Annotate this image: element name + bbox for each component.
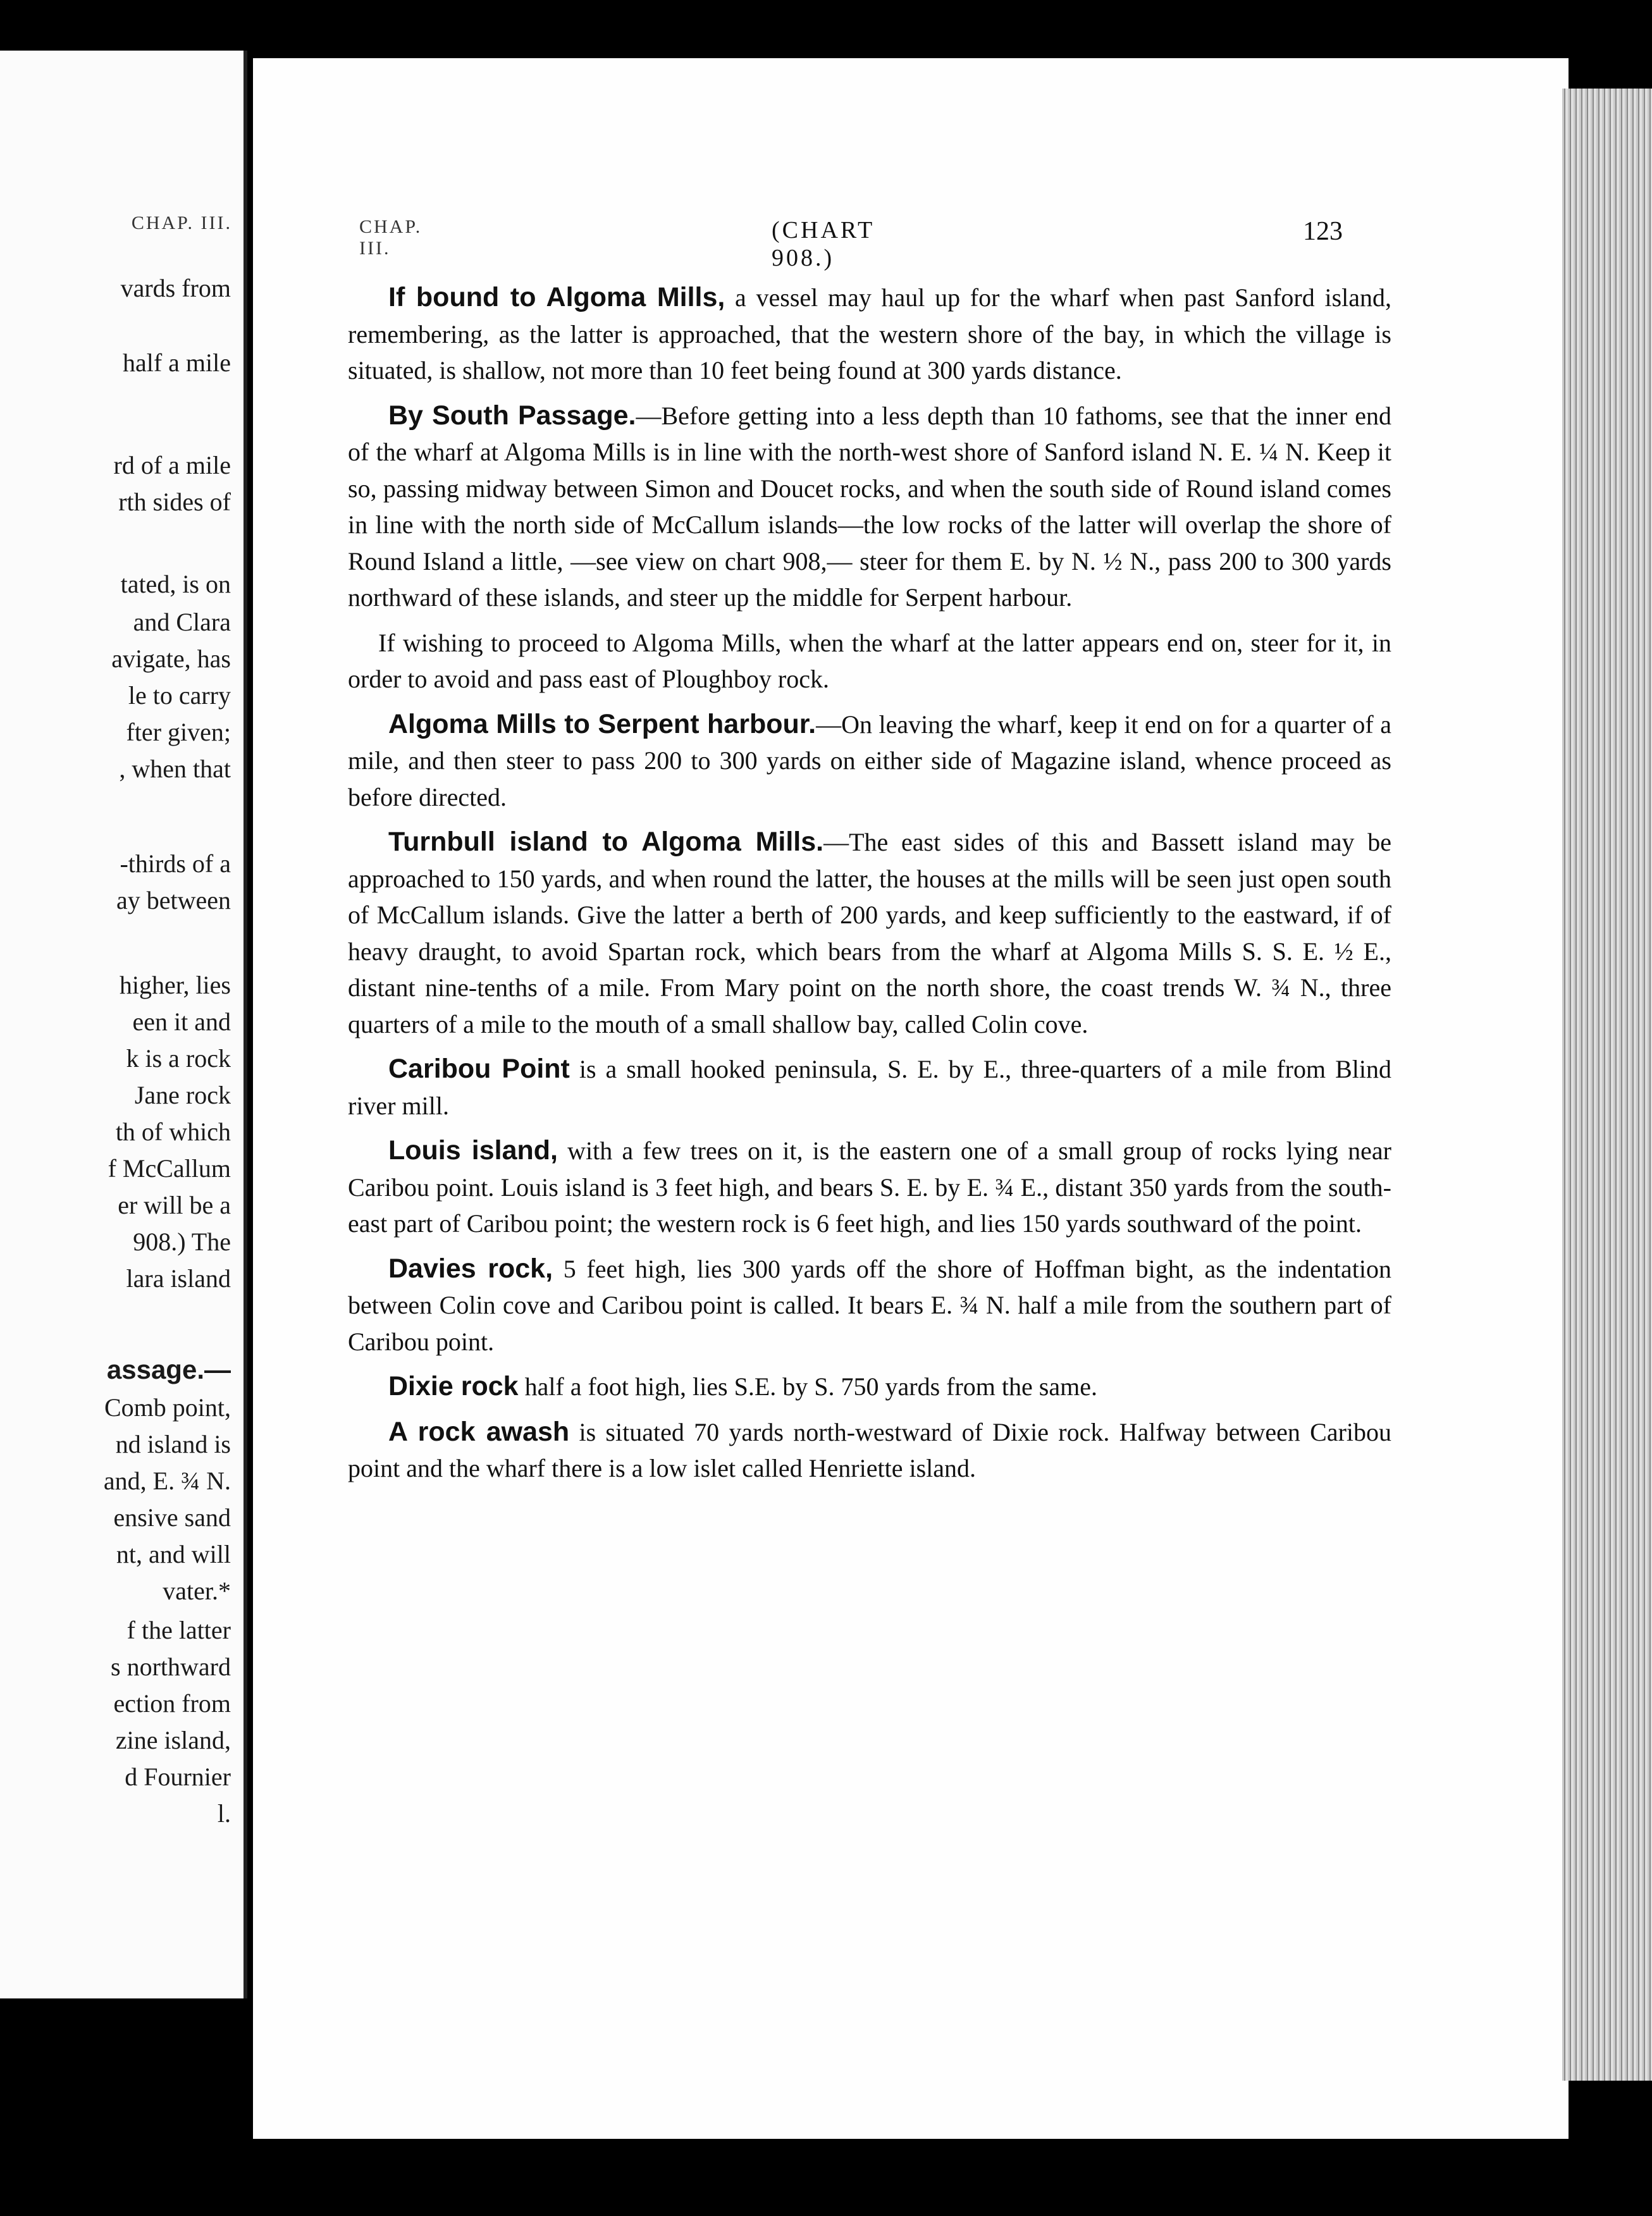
paragraph-heading: If bound to Algoma Mills,	[388, 282, 725, 312]
paragraph-body: 5 feet high, lies 300 yards off the shore of Hoffman bight, as the indentation between Colin cove and Caribou point is called. It bears E. ¾ N. half a mile from the southern part of Caribou point.	[348, 1254, 1391, 1356]
left-page-line: ection from	[113, 1689, 231, 1718]
left-page-line: nd island is	[115, 1430, 231, 1458]
paragraph-body: with a few trees on it, is the eastern one of a small group of rocks lying near Caribou point. Louis island is 3 feet high, and bears S. E. by E. ¾ E., distant 350 yards from the south-east part of Caribou point; the western rock is 6 feet high, and lies 150 yards southward of the point.	[348, 1136, 1391, 1238]
left-page-line: rd of a mile	[113, 451, 231, 479]
left-page-line: nt, and will	[116, 1540, 231, 1568]
left-page-line: fter given;	[126, 718, 231, 746]
paragraph	[348, 1414, 1391, 1487]
left-page-line: tated, is on	[120, 570, 231, 598]
paragraph	[348, 706, 1391, 816]
paragraph-heading: Turnbull island to Algoma Mills.	[388, 827, 824, 857]
left-page-line: 908.) The	[133, 1228, 231, 1256]
paragraph	[348, 398, 1391, 616]
left-page-line: half a mile	[122, 348, 231, 377]
paragraph-heading: Louis island,	[388, 1135, 558, 1166]
left-page-line: le to carry	[128, 681, 231, 710]
paragraph-body: —Before getting into a less depth than 10 fathoms, see that the inner end of the wharf at Algoma Mills is in line with the north-west shore of Sanford island N. E. ¼ N. Keep it so, passing midway between Simon and Doucet rocks, and when the south side of Round island comes in line with the north side of McCallum islands—the low rocks of the latter will overlap the shore of Round Island a little, —see view on chart 908,— steer for them E. by N. ½ N., pass 200 to 300 yards northward of these islands, and steer up the middle for Serpent harbour.	[348, 401, 1391, 612]
left-page-line: assage.—	[106, 1355, 231, 1384]
chart-reference: (CHART 908.)	[772, 217, 875, 271]
left-page-line: higher, lies	[119, 971, 231, 999]
left-page-line: s northward	[111, 1653, 231, 1681]
paragraph-heading: A rock awash	[388, 1416, 570, 1447]
left-page	[0, 51, 247, 1998]
left-page-line: een it and	[132, 1007, 231, 1036]
paragraph-body: is situated 70 yards north-westward of Dixie rock. Halfway between Caribou point and the wharf there is a low islet called Henriette island.	[348, 1417, 1392, 1482]
left-page-line: vards from	[120, 274, 231, 302]
left-page-line: d Fournier	[125, 1763, 231, 1791]
left-page-line: avigate, has	[111, 644, 231, 673]
paragraph-heading: Davies rock,	[388, 1253, 553, 1284]
left-page-header: CHAP. III.	[131, 212, 232, 233]
paragraph-heading: Caribou Point	[388, 1054, 570, 1084]
left-page-line: rth sides of	[118, 488, 231, 516]
page-number: 123	[1303, 217, 1343, 246]
left-page-line: f the latter	[126, 1616, 231, 1644]
paragraph-body: half a foot high, lies S.E. by S. 750 yards from the same.	[518, 1372, 1097, 1401]
left-page-line: and, E. ¾ N.	[103, 1467, 231, 1495]
left-page-line: l.	[217, 1799, 231, 1828]
paragraph	[348, 280, 1391, 389]
paragraph	[348, 1051, 1391, 1124]
page-edges	[1562, 89, 1652, 2081]
paragraph	[348, 1133, 1391, 1242]
paragraph-heading: Algoma Mills to Serpent harbour.	[388, 708, 817, 739]
left-page-line: , when that	[119, 754, 231, 783]
paragraph-body: If wishing to proceed to Algoma Mills, when the wharf at the latter appears end on, steer for it, in order to avoid and pass east of Ploughboy rock.	[348, 628, 1391, 693]
left-page-line: -thirds of a	[120, 849, 231, 878]
left-page-line: ensive sand	[113, 1503, 231, 1532]
paragraph-body: a vessel may haul up for the wharf when past Sanford island, remembering, as the latter is approached, that the western shore of the bay, in which the village is situated, is shallow, not more than 10 feet being found at 300 yards distance.	[348, 283, 1391, 385]
paragraph	[348, 1369, 1391, 1405]
paragraph-heading: By South Passage.	[388, 400, 636, 431]
left-page-line: vater.*	[163, 1577, 231, 1605]
paragraph	[348, 625, 1391, 698]
left-page-line: ay between	[116, 886, 231, 914]
left-page-line: Comb point,	[104, 1393, 231, 1422]
left-page-line: lara island	[126, 1264, 231, 1293]
paragraph	[348, 824, 1391, 1042]
right-page	[253, 58, 1569, 2139]
paragraph-heading: Dixie rock	[388, 1371, 519, 1401]
paragraph-body: —On leaving the wharf, keep it end on for a quarter of a mile, and then steer to pass 200 to 300 yards on either side of Magazine island, whence proceed as before directed.	[348, 710, 1391, 811]
left-page-line: zine island,	[115, 1726, 231, 1754]
body-text	[348, 280, 1391, 1496]
chapter-label: CHAP. III.	[359, 216, 422, 259]
paragraph-body: is a small hooked peninsula, S. E. by E., three-quarters of a mile from Blind river mill.	[348, 1055, 1391, 1120]
left-page-line: f McCallum	[108, 1154, 231, 1183]
left-page-line: k is a rock	[126, 1044, 231, 1073]
left-page-line: Jane rock	[134, 1081, 231, 1109]
paragraph-body: —The east sides of this and Bassett island may be approached to 150 yards, and when round the latter, the houses at the mills will be seen just open south of McCallum islands. Give the latter a berth of 200 yards, and keep sufficiently to the eastward, if of heavy draught, to avoid Spartan rock, which bears from the wharf at Algoma Mills S. S. E. ½ E., distant nine-tenths of a mile. From Mary point on the north shore, the coast trends W. ¾ N., three quarters of a mile to the mouth of a small shallow bay, called Colin cove.	[348, 828, 1391, 1038]
left-page-line: th of which	[115, 1117, 231, 1146]
paragraph	[348, 1251, 1391, 1360]
left-page-line: and Clara	[133, 608, 231, 636]
left-page-line: er will be a	[118, 1191, 231, 1219]
